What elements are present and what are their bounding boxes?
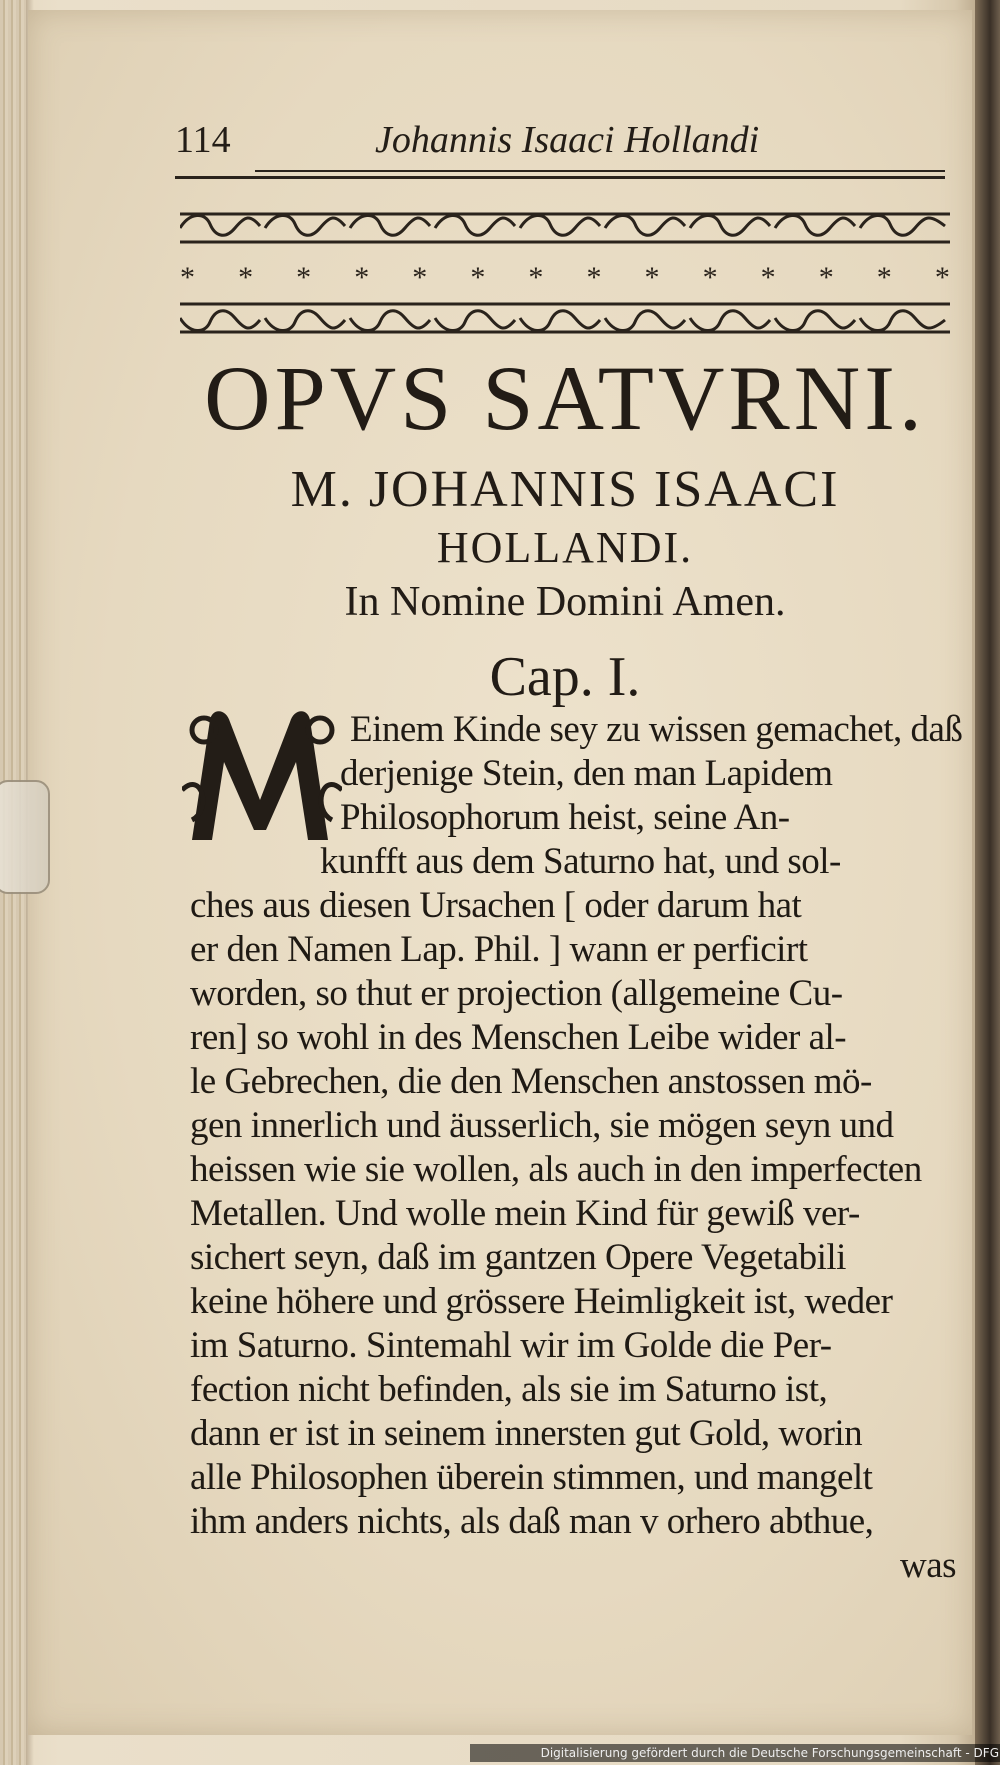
scroll-ornament-icon [180,210,950,246]
page-header [175,118,945,170]
star-icon: * [818,261,834,294]
work-title: OPVS SATVRNI. [204,347,926,449]
star-icon: * [470,261,486,294]
text-line: dann er ist in seinem innersten gut Gold, worin [190,1413,863,1454]
star-icon: * [934,261,950,294]
page-clip [0,780,50,894]
text-line: Metallen. Und wolle mein Kind für gewiß ver- [190,1193,860,1234]
dropcap [182,700,342,850]
catchword: was [900,1545,957,1586]
text-line: fection nicht befinden, als sie im Saturno ist, [190,1369,828,1410]
running-head: Johannis Isaaci Hollandi [375,119,760,161]
binding-edge [975,0,1000,1765]
text-line: derjenige Stein, den man Lapidem [340,753,833,794]
text-line: le Gebrechen, die den Menschen anstossen mö- [190,1061,872,1102]
text-line: Einem Kinde sey zu wissen gemachet, daß [350,709,963,750]
star-row [180,258,950,298]
ornament-band-bottom [180,300,950,336]
star-icon: * [644,261,660,294]
chapter-heading: Cap. I. [489,646,641,708]
text-line: ihm anders nichts, als daß man v orhero abthue, [190,1501,874,1542]
text-line: ches aus diesen Ursachen [ oder darum hat [190,885,802,926]
text-line: kunfft aus dem Saturno hat, und sol- [320,841,841,882]
scroll-ornament-icon [180,300,950,336]
text-line: keine höhere und grössere Heimligkeit ist, weder [190,1281,893,1322]
star-icon: * [586,261,602,294]
star-icon: * [354,261,370,294]
star-icon: * [702,261,718,294]
invocation: In Nomine Domini Amen. [344,579,786,625]
page-number: 114 [175,119,231,161]
text-line: im Saturno. Sintemahl wir im Golde die Per- [190,1325,832,1366]
ornament-band-top [180,210,950,246]
text-line: ren] so wohl in des Menschen Leibe wider al- [190,1017,847,1058]
star-icon: * [528,261,544,294]
text-line: sichert seyn, daß im gantzen Opere Vegetabili [190,1237,846,1278]
scan-credit: Digitalisierung gefördert durch die Deutsche Forschungsgemeinschaft - DFG [470,1744,1000,1762]
header-rule [175,176,945,179]
text-line: heissen wie sie wollen, als auch in den imperfecten [190,1149,922,1190]
text-line: er den Namen Lap. Phil. ] wann er perficirt [190,929,808,970]
author-line-1: M. JOHANNIS ISAACI [290,461,840,518]
star-icon: * [296,261,312,294]
text-line: worden, so thut er projection (allgemeine Cu- [190,973,843,1014]
text-line: alle Philosophen überein stimmen, und mangelt [190,1457,873,1498]
star-icon: * [412,261,428,294]
star-icon: * [760,261,776,294]
author-line-2: HOLLANDI. [436,523,694,572]
header-rule-top [255,170,945,172]
star-icon: * [180,261,195,294]
text-line: gen innerlich und äusserlich, sie mögen seyn und [190,1105,894,1146]
dropcap-m-icon [182,700,342,850]
star-icon: * [876,261,892,294]
text-line: Philosophorum heist, seine An- [340,797,790,838]
star-icon: * [238,261,254,294]
